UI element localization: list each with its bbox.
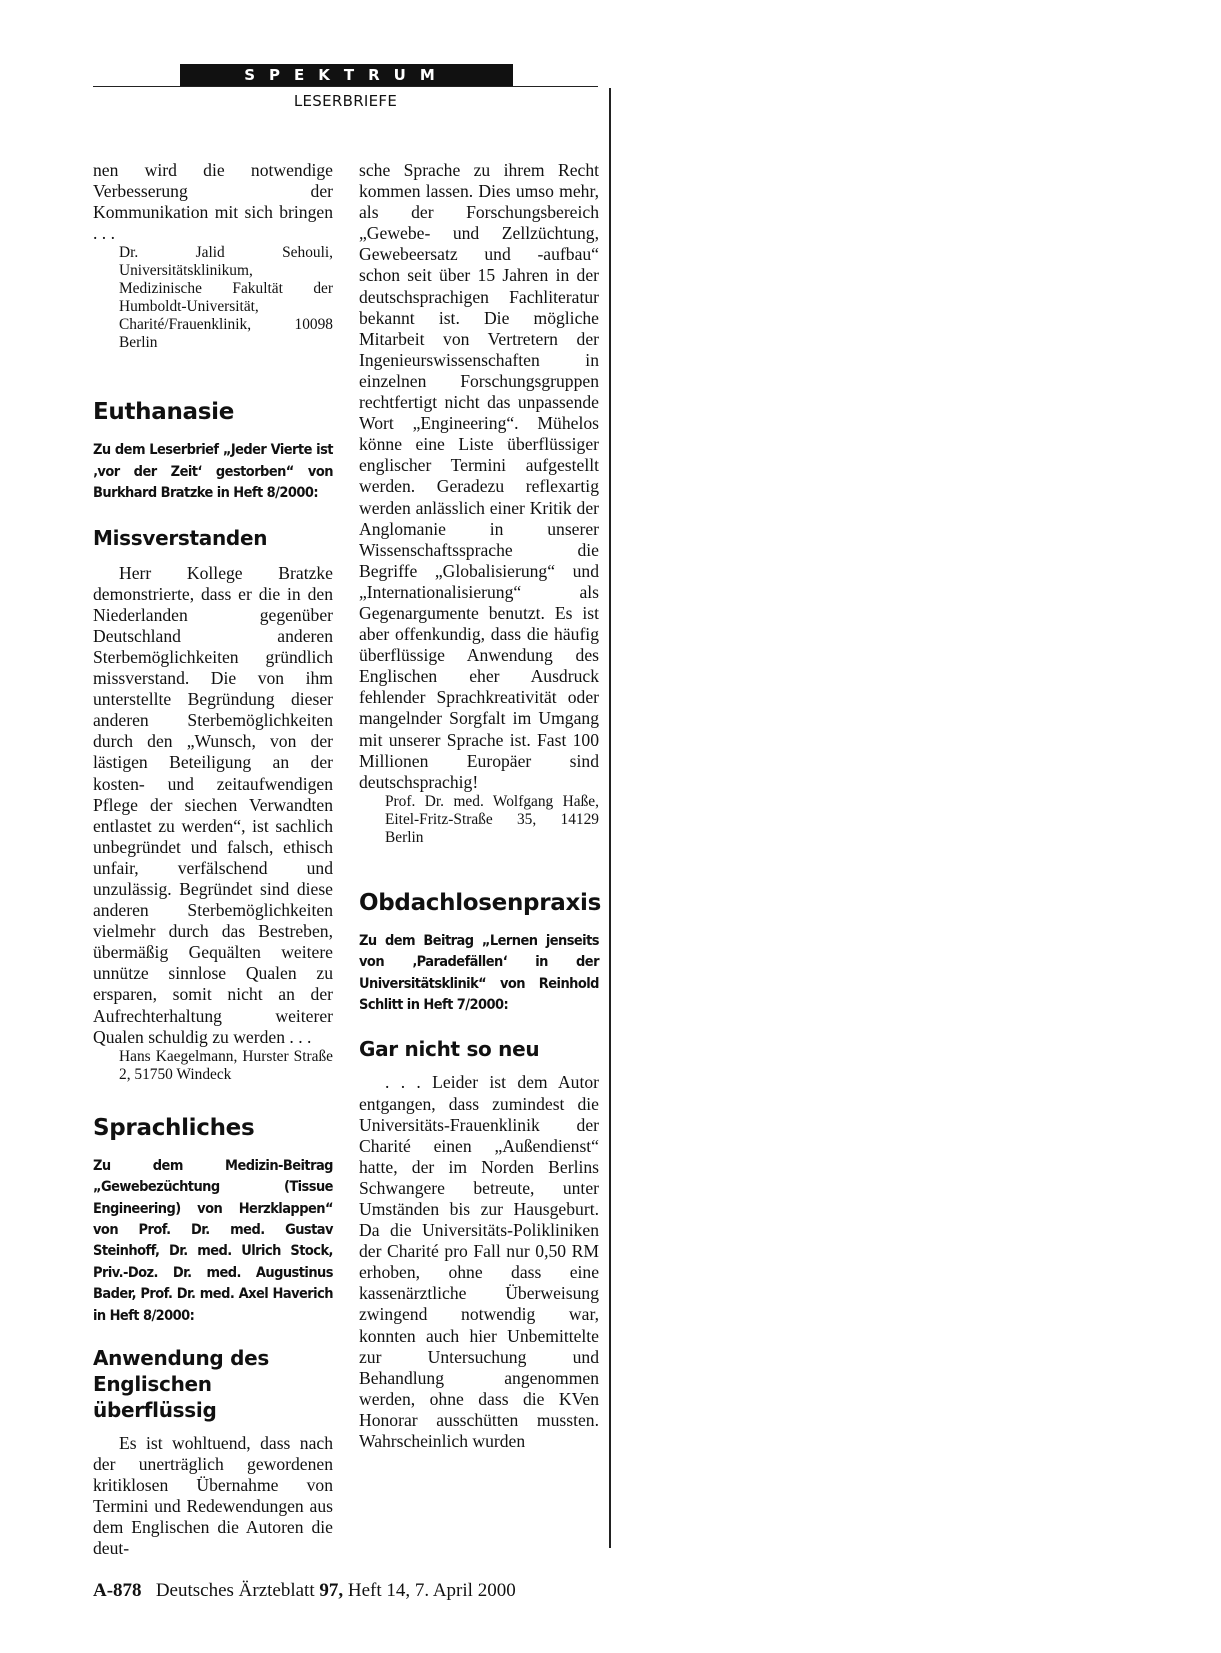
continued-signature: Prof. Dr. med. Wolfgang Haße, Eitel-Fritz-Straße 35, 14129 Berlin — [385, 792, 599, 846]
lead-euthanasie: Zu dem Leserbrief „Jeder Vierte ist ‚vor der Zeit‘ gestorben“ von Burkhard Bratzke in Heft 8/2000: — [93, 442, 333, 502]
page-number: A-878 — [93, 1580, 142, 1601]
right-column — [359, 160, 599, 1452]
letter-body-sprachliches: Es ist wohltuend, dass nach der unerträglich gewordenen kritiklosen Übernahme von Termini und Redewendungen aus dem Englischen die Autoren die deut- — [93, 1433, 333, 1559]
page-footer — [93, 1580, 516, 1602]
lead-obdachlosenpraxis: Zu dem Beitrag „Lernen jenseits von ‚Paradefällen‘ in der Universitätsklinik“ von Reinhold Schlitt in Heft 7/2000: — [359, 932, 599, 1014]
journal-name: Deutsches Ärzteblatt — [155, 1580, 315, 1601]
subheading-gar-nicht-so-neu: Gar nicht so neu — [359, 1037, 540, 1062]
subheading-missverstanden: Missverstanden — [93, 525, 268, 550]
journal-volume: 97, — [319, 1580, 344, 1601]
letter-body-obdachlosenpraxis: . . . Leider ist dem Autor entgangen, dass zumindest die Universitäts-Frauenklinik der Charité einen „Außendienst“ hatte, der im Norden Berlins Schwangere betreute, unter Umständen bis zur Hausgeburt. Da die Universitäts-Polikliniken der Charité pro Fall nur 0,50 RM erhoben, ohne dass eine kassenärztliche Überweisung zwingend notwendig war, konnten auch hier Unbemittelte zur Untersuchung und Behandlung angenommen werden, ohne dass die KVen Honorar ausschütten mussten. Wahrscheinlich wurden — [359, 1072, 599, 1452]
lead-sprachliches: Zu dem Medizin-Beitrag „Gewebezüchtung (Tissue Engineering) von Herzklappen“ von Prof. Dr. med. Gustav Steinhoff, Dr. med. Ulrich Stock, Priv.-Doz. Dr. med. Augustinus Bader, Prof. Dr. med. Axel Haverich in Heft 8/2000: — [93, 1157, 333, 1324]
header-rule — [93, 86, 598, 87]
issue-date: Heft 14, 7. April 2000 — [347, 1580, 516, 1601]
intro-signature: Dr. Jalid Sehouli, Universitätsklinikum, Medizinische Fakultät der Humboldt-Universität, Charité/Frauenklinik, 10098 Berlin — [119, 244, 333, 352]
section-banner: SPEKTRUM — [180, 64, 513, 86]
heading-obdachlosenpraxis: Obdachlosenpraxis — [359, 889, 601, 916]
signature-euthanasie: Hans Kaegelmann, Hurster Straße 2, 51750 Windeck — [119, 1047, 333, 1083]
continued-text: sche Sprache zu ihrem Recht kommen lassen. Dies umso mehr, als der Forschungsbereich „Gewebe- und Zellzüchtung, Gewebeersatz und -aufbau“ schon seit über 15 Jahren in der deutschsprachigen Fachliteratur bekannt ist. Die mögliche Mitarbeit von Vertretern der Ingenieurswissenschaften in einzelnen Forschungsgruppen rechtfertigt nicht das unpassende Wort „Engineering“. Mühelos könne eine Liste überflüssiger englischer Termini aufgestellt werden. Geradezu reflexartig werden anlässlich einer Kritik der Anglomanie in unserer Wissenschaftssprache die Begriffe „Globalisierung“ und „Internationalisierung“ als Gegenargumente benutzt. Es ist aber offenkundig, dass die häufig überflüssige Anwendung des Englischen eher Ausdruck fehlender Sprachkreativität oder mangelnder Sorgfalt im Umgang mit unserer Sprache ist. Fast 100 Millionen Europäer sind deutschsprachig! — [359, 160, 599, 792]
letter-body-euthanasie: Herr Kollege Bratzke demonstrierte, dass er die in den Niederlanden gegenüber Deutschland anderen Sterbemöglichkeiten gründlich missverstand. Die von ihm unterstellte Begründung dieser anderen Sterbemöglichkeiten durch den „Wunsch, von der lästigen Beteiligung an der kosten- und zeitaufwendigen Pflege der siechen Verwandten entlastet zu werden“, ist sachlich unbegründet und falsch, ethisch unfair, verfälschend und unzulässig. Begründet sind diese anderen Sterbemöglichkeiten vielmehr durch das Bestreben, übermäßig Gequälten weitere unnütze sinnlose Qualen zu ersparen, somit nicht an der Aufrechterhaltung weiterer Qualen schuldig zu werden . . . — [93, 562, 333, 1047]
left-column — [93, 160, 333, 1560]
heading-euthanasie: Euthanasie — [93, 399, 235, 426]
section-subtitle: LESERBRIEFE — [293, 92, 398, 110]
intro-text: nen wird die notwendige Verbesserung der Kommunikation mit sich bringen . . . — [93, 160, 333, 244]
column-rule — [609, 88, 611, 1548]
heading-sprachliches: Sprachliches — [93, 1114, 255, 1141]
subheading-anwendung: Anwendung des Englischen überflüssig — [93, 1346, 269, 1422]
